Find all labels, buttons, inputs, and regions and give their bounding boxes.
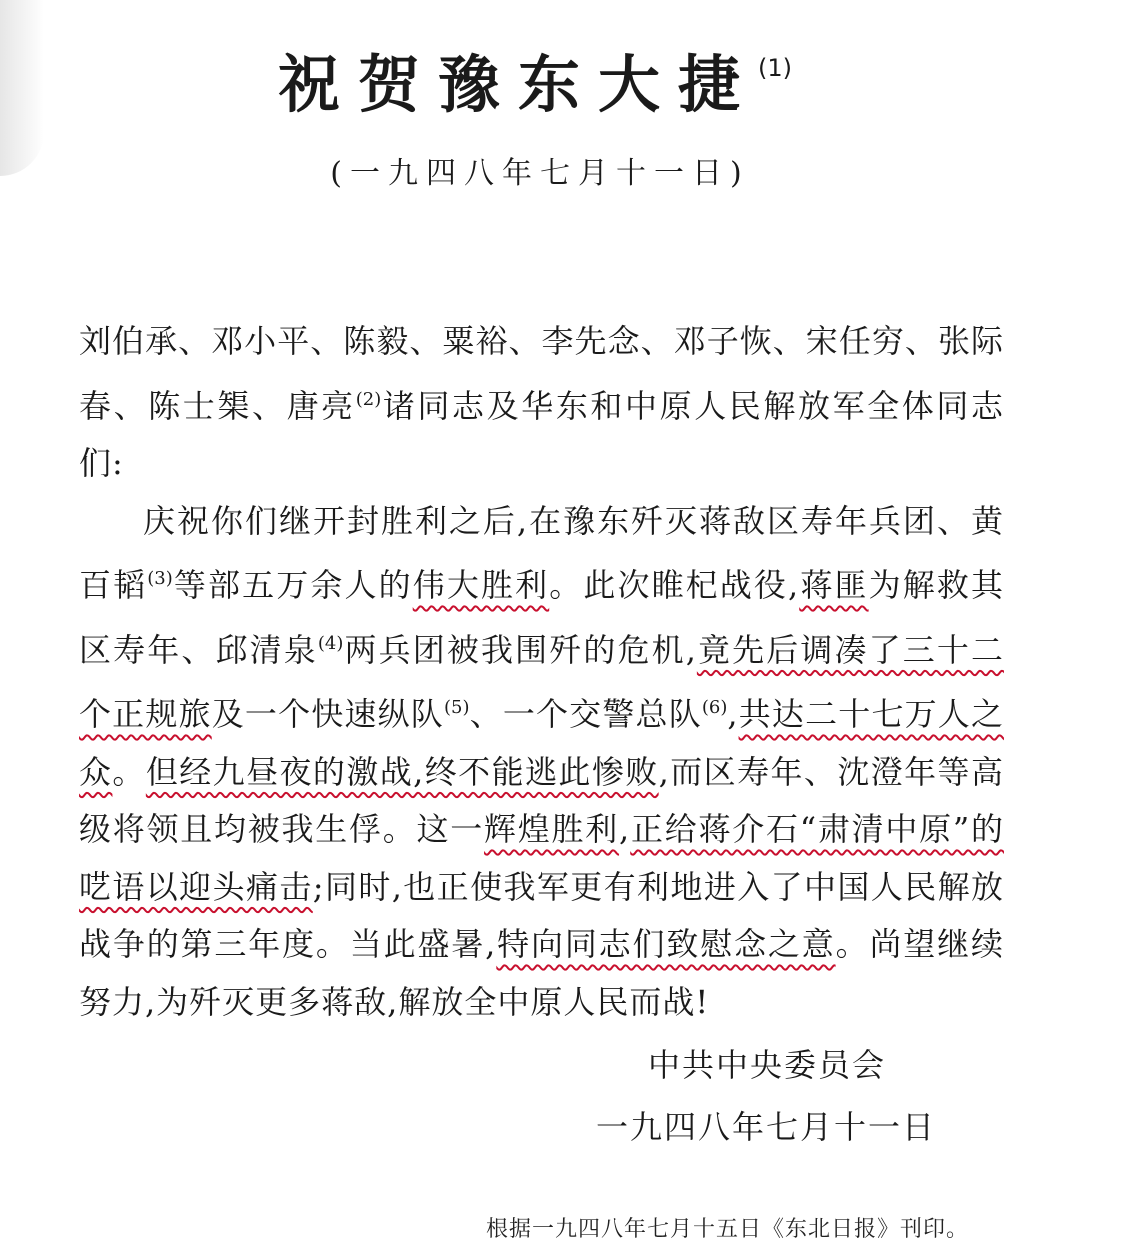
footnote-marker-3: (3) — [147, 568, 173, 589]
document-body — [79, 313, 1004, 1031]
paragraph-text: 、一个交警总队 — [469, 695, 702, 733]
paragraph-text: ,而区寿年、沈澄年等高级将领且均被我生俘。这一 — [79, 752, 1004, 848]
salutation-rest: 诸同志及华东和中原人民解放军全体同志们: — [79, 386, 1004, 482]
paragraph-text: 为解救其区寿年、邱清泉 — [79, 566, 1004, 669]
paragraph-text: 。 — [112, 752, 146, 791]
footnote-marker-5: (5) — [443, 697, 470, 718]
paragraph-text: , — [619, 810, 631, 848]
footnote-marker-2: (2) — [355, 388, 382, 410]
document-title — [0, 30, 1070, 123]
footnote-marker-4: (4) — [317, 632, 344, 654]
highlighted-phrase: 蒋匪 — [799, 566, 869, 604]
paragraph-text: , — [727, 695, 739, 733]
highlighted-phrase: 竟先后调凑了三十二个正规旅 — [79, 630, 1004, 733]
highlighted-phrase: 辉煌胜利 — [484, 810, 620, 848]
highlighted-phrase: 正给蒋介石“肃清中原”的呓语以迎头痛击 — [79, 810, 1004, 906]
paragraph-text: 及一个快速纵队 — [211, 695, 444, 733]
title-footnote-marker: (1) — [758, 54, 792, 82]
highlighted-phrase: 但经九昼夜的激战,终不能逃此惨败 — [145, 752, 659, 791]
signature-organization: 中共中央委员会 — [648, 1046, 887, 1084]
main-paragraph — [79, 493, 1004, 1032]
footnote-marker-6: (6) — [701, 697, 728, 718]
signature-date: 一九四八年七月十一日 — [596, 1108, 937, 1146]
paragraph-text: ;同时,也正使我军更有利地进入了中国人民解放战争的第三年度。当此盛暑, — [79, 867, 1004, 963]
highlighted-phrase: 伟大胜利 — [412, 566, 550, 604]
document-date: (一九四八年七月十一日) — [330, 156, 750, 191]
salutation-names: 刘伯承、邓小平、陈毅、粟裕、李先念、邓子恢、宋任穷、张际春、陈士榘、唐亮 — [79, 322, 1004, 425]
paragraph-text: 两兵团被我围歼的危机, — [343, 630, 697, 669]
salutation — [79, 313, 1004, 493]
paragraph-text: 庆祝你们继开封胜利之后,在豫东歼灭蒋敌区寿年兵团、黄百韬 — [79, 501, 1004, 604]
paragraph-text: 。尚望继续努力,为歼灭更多蒋敌,解放全中原人民而战! — [79, 925, 1004, 1021]
highlighted-phrase: 共达二十七万人之众 — [79, 695, 1004, 791]
paragraph-text: 等部五万余人的 — [172, 566, 413, 604]
title-text: 祝贺豫东大捷 — [277, 48, 758, 121]
highlighted-phrase: 特向同志们致慰念之意 — [496, 925, 836, 963]
paragraph-text: 。此次睢杞战役, — [549, 566, 800, 604]
source-note: 根据一九四八年七月十五日《东北日报》刊印。 — [486, 1217, 970, 1242]
